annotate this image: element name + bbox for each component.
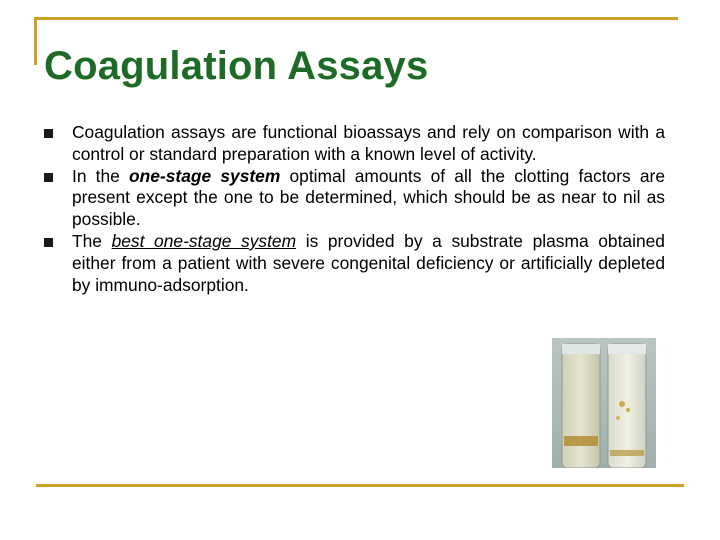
right-tube-clot xyxy=(626,408,630,412)
left-tube xyxy=(562,344,600,468)
bullet-item-3 xyxy=(44,231,665,296)
square-bullet-icon xyxy=(44,129,53,138)
right-tube xyxy=(608,344,646,468)
bullet-text: Coagulation assays are functional bioassays and rely on comparison with a control or standard preparation with a known level of activity. xyxy=(72,122,665,164)
right-tube-rim xyxy=(608,344,646,354)
bullet-text-pre: The xyxy=(72,230,112,251)
slide-title: Coagulation Assays xyxy=(44,44,429,88)
bullet-item-1 xyxy=(44,122,665,166)
top-accent-rule xyxy=(34,17,678,20)
bullet-text-post: optimal amounts of all the clotting factors are present except the one to be determined, which should be as near to nil as possible. xyxy=(72,165,666,230)
emphasis-one-stage-system: one-stage system xyxy=(129,165,281,186)
bullet-text-pre: In the xyxy=(72,165,130,186)
left-accent-rule xyxy=(34,17,37,65)
square-bullet-icon xyxy=(44,173,53,182)
bottom-accent-rule xyxy=(36,484,684,487)
bullet-list xyxy=(44,122,665,296)
right-tube-clot xyxy=(619,401,625,407)
square-bullet-icon xyxy=(44,238,53,247)
bullet-text-post: is provided by a substrate plasma obtained either from a patient with severe congenital deficiency or artificially depleted by immuno-adsorption. xyxy=(72,230,665,295)
test-tubes-photo xyxy=(552,338,656,468)
underlined-best-one-stage-system: best one-stage system xyxy=(111,230,297,251)
right-tube-sediment xyxy=(610,450,644,456)
left-tube-sediment xyxy=(564,436,598,446)
bullet-item-2 xyxy=(44,166,665,231)
right-tube-clot xyxy=(616,416,620,420)
left-tube-rim xyxy=(562,344,600,354)
